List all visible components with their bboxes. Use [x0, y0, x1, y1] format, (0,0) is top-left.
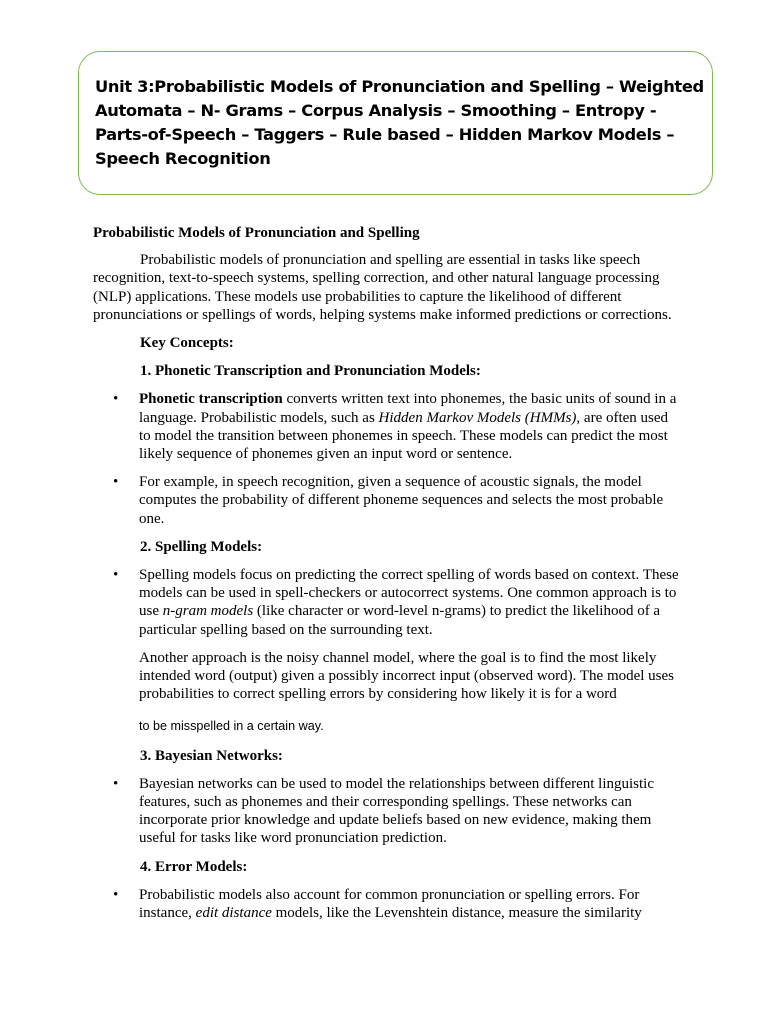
bold-term: Phonetic transcription: [139, 391, 283, 408]
list-item: [93, 566, 683, 639]
bullet-icon: •: [113, 886, 119, 903]
document-body: [93, 224, 683, 932]
list-item: [93, 886, 683, 922]
text-run: For example, in speech recognition, given a sequence of acoustic signals, the model computes the probability of different phoneme sequences and selects the most probable one.: [139, 474, 664, 527]
text-run: models, like the Levenshtein distance, measure the similarity: [271, 905, 642, 922]
section-heading: Probabilistic Models of Pronunciation and Spelling: [93, 225, 420, 241]
text-run: (like character or word-level n-grams) to predict the likelihood of a particular spelling based on the surrounding text.: [139, 603, 661, 638]
error-heading: 4. Error Models:: [140, 858, 248, 875]
text-run: Bayesian networks can be used to model the relationships between different linguistic features, such as phonemes and their corresponding spellings. These networks can incorporate prior knowledge and update beliefs based on new evidence, making them useful for tasks like word pronunciation prediction.: [139, 775, 655, 847]
bayesian-list: [93, 775, 683, 848]
bullet-icon: •: [113, 567, 119, 584]
unit-title: Unit 3:Probabilistic Models of Pronunciation and Spelling – Weighted Automata – N- Grams – Corpus Analysis – Smoothing – Entropy - Parts-of-Speech – Taggers – Rule based – Hidden Markov Models – Speech Recognition: [95, 77, 704, 168]
text-run: converts written text into phonemes, the basic units of sound in a language. Probabilistic models, such as: [139, 391, 677, 426]
spelling-list: [93, 566, 683, 639]
bullet-icon: •: [113, 474, 119, 491]
text-run: Probabilistic models also account for common pronunciation or spelling errors. For instance,: [139, 886, 640, 922]
phonetic-list: [93, 390, 683, 527]
noisy-channel-continuation: to be misspelled in a certain way.: [139, 719, 324, 734]
bullet-icon: •: [113, 775, 119, 792]
list-item: [93, 473, 683, 528]
text-run: Spelling models focus on predicting the correct spelling of words based on context. These models can be used in spell-checkers or autocorrect systems. One common approach is to use: [139, 567, 679, 620]
italic-term: n-gram models: [162, 603, 254, 620]
phonetic-heading: 1. Phonetic Transcription and Pronunciation Models:: [140, 363, 481, 380]
italic-term: edit distance: [195, 905, 272, 922]
bayesian-heading: 3. Bayesian Networks:: [140, 747, 283, 764]
key-concepts-heading: Key Concepts:: [140, 335, 234, 352]
list-item: [93, 775, 683, 848]
intro-paragraph: Probabilistic models of pronunciation and spelling are essential in tasks like speech recognition, text-to-speech systems, spelling correction, and other natural language processing (NLP) applications. These models use probabilities to capture the likelihood of different pronunciations or spellings of words, helping systems make informed predictions or corrections.: [93, 252, 672, 323]
bullet-icon: •: [113, 391, 119, 408]
spelling-heading: 2. Spelling Models:: [140, 538, 263, 555]
text-run: , are often used to model the transition between phonemes in speech. These models can predict the most likely sequence of phonemes given an input word or sentence.: [139, 409, 669, 463]
noisy-channel-paragraph: Another approach is the noisy channel model, where the goal is to find the most likely intended word (output) given a possibly incorrect input (observed word). The model uses probabilities to correct spelling errors by considering how likely it is for a word: [139, 649, 675, 703]
italic-term: Hidden Markov Models (HMMs): [378, 409, 577, 426]
list-item: [93, 390, 683, 463]
error-list: [93, 886, 683, 922]
